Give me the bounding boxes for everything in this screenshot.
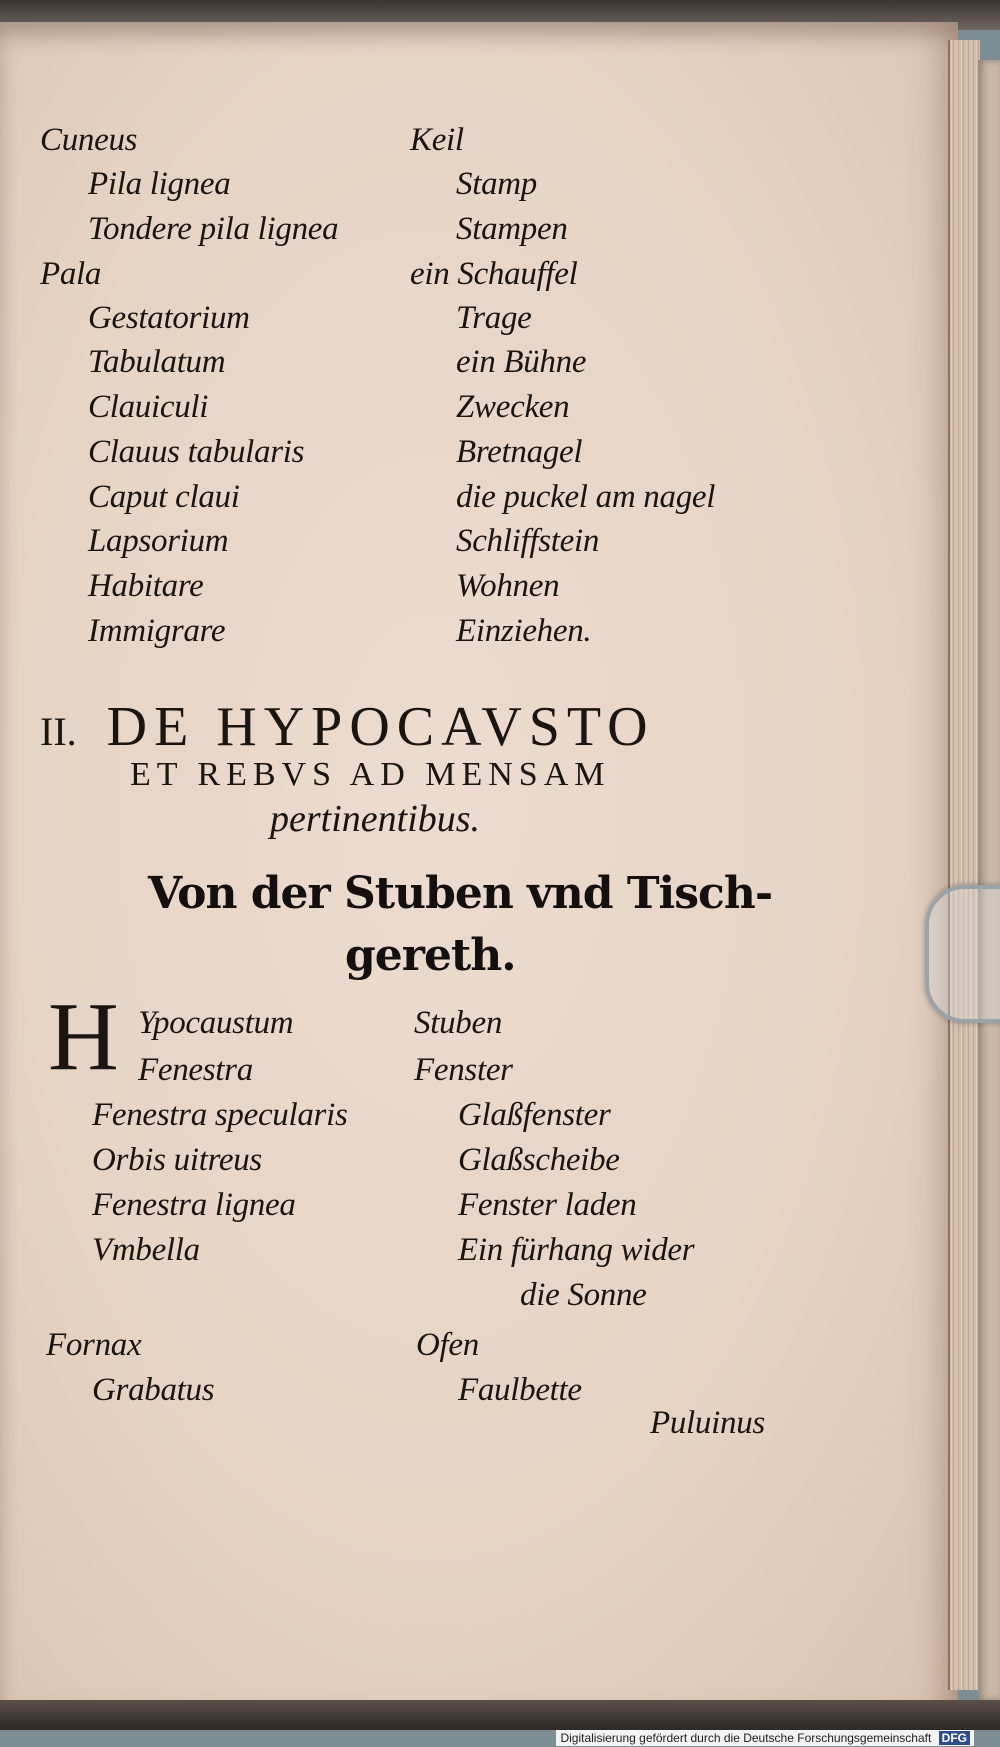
latin-entry: Cuneus — [40, 122, 138, 158]
bottom-edge-shadow — [0, 1700, 1000, 1730]
german-entry: Faulbette — [458, 1372, 582, 1408]
german-entry: Glaßscheibe — [458, 1142, 620, 1178]
latin-entry: Grabatus — [92, 1372, 215, 1408]
german-heading-line1: Von der Stuben vnd Tisch- — [148, 868, 773, 919]
german-entry: Stampen — [456, 211, 568, 247]
latin-entry: Fenestra — [138, 1052, 253, 1088]
german-entry: die puckel am nagel — [456, 479, 716, 515]
german-entry: Ofen — [416, 1327, 479, 1363]
german-entry: Ein fürhang wider — [458, 1232, 695, 1268]
drop-cap: H — [48, 983, 119, 1091]
latin-entry: Lapsorium — [88, 523, 229, 559]
latin-entry: Ypocaustum — [138, 1005, 294, 1041]
catchword: Puluinus — [650, 1405, 765, 1441]
german-entry: Schliffstein — [456, 523, 600, 559]
chapter-heading — [40, 695, 655, 759]
page-edge-stack — [948, 40, 980, 1690]
latin-entry: Fenestra specularis — [92, 1097, 348, 1133]
german-entry: Zwecken — [456, 389, 570, 425]
german-heading-line2: gereth. — [345, 930, 516, 981]
german-entry: ein Schauffel — [410, 256, 578, 292]
german-entry: Stamp — [456, 166, 538, 202]
latin-entry: Clauus tabularis — [88, 434, 305, 470]
german-entry: Stuben — [414, 1005, 503, 1041]
german-entry: Trage — [456, 300, 532, 336]
credit-text: Digitalisierung gefördert durch die Deutsche Forschungsgemeinschaft — [560, 1731, 932, 1745]
latin-entry: Tabulatum — [88, 344, 226, 380]
latin-entry: Vmbella — [92, 1232, 200, 1268]
latin-entry: Fornax — [46, 1327, 142, 1363]
german-entry-continued: die Sonne — [520, 1277, 647, 1313]
german-entry: Einziehen. — [456, 613, 592, 649]
chapter-title-line3: pertinentibus. — [270, 798, 481, 840]
latin-entry: Caput claui — [88, 479, 240, 515]
german-entry: ein Bühne — [456, 344, 587, 380]
german-entry: Glaßfenster — [458, 1097, 611, 1133]
latin-entry: Tondere pila lignea — [88, 211, 339, 247]
latin-entry: Orbis uitreus — [92, 1142, 262, 1178]
chapter-number: II. — [40, 709, 77, 754]
facing-page-strip — [978, 60, 1000, 1700]
chapter-title-line2: ET REBVS AD MENSAM — [130, 756, 611, 793]
latin-entry: Habitare — [88, 568, 204, 604]
latin-entry: Gestatorium — [88, 300, 250, 336]
german-entry: Fenster laden — [458, 1187, 637, 1223]
latin-entry: Clauiculi — [88, 389, 209, 425]
german-entry: Fenster — [414, 1052, 513, 1088]
german-entry: Wohnen — [456, 568, 560, 604]
latin-entry: Pala — [40, 256, 102, 292]
german-entry: Bretnagel — [456, 434, 583, 470]
latin-entry: Immigrare — [88, 613, 226, 649]
dfg-logo: DFG — [939, 1731, 970, 1745]
chapter-title: DE HYPOCAVSTO — [106, 696, 655, 758]
german-entry: Keil — [410, 122, 464, 158]
digitization-credit — [556, 1730, 974, 1746]
latin-entry: Fenestra lignea — [92, 1187, 296, 1223]
page-clip — [925, 885, 1000, 1023]
latin-entry: Pila lignea — [88, 166, 231, 202]
